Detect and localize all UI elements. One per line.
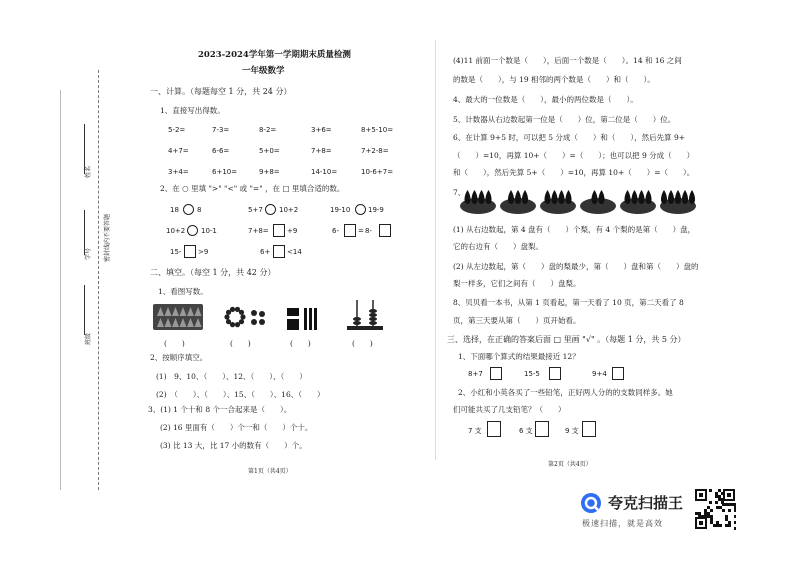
q-r3: 4、最大的一位数是（ ），最小的两位数是（ ）。 (453, 95, 638, 104)
pear (592, 190, 598, 204)
bead (230, 307, 235, 312)
q-r7: 和（ ），然后先算 5+（ ）=10，再算 10+（ ）=（ ）。 (453, 168, 695, 177)
cmp-8a: 6+ (260, 248, 271, 256)
answer-paren[interactable]: ( ) (230, 339, 251, 348)
q-r1: (4)11 前面一个数是（ ），后面一个数是（ ）。14 和 16 之间 (453, 56, 682, 65)
answer-box[interactable] (549, 367, 561, 380)
bead (239, 310, 244, 315)
bead (235, 322, 240, 327)
cmp-4b: 10-1 (201, 227, 217, 235)
bead (226, 319, 231, 324)
q8: 8、贝贝看一本书，从第 1 页看起，第一天看了 10 页，第二天看了 8 (453, 298, 684, 307)
calc-item: 14-10= (311, 168, 338, 176)
cmp-7b: >9 (198, 248, 209, 256)
page-title: 2023-2024学年第一学期期末质量检测 (198, 50, 351, 60)
q-r2: 的数是（ ），与 19 相邻的两个数是（ ）和（ ）。 (453, 75, 655, 84)
q3-part1: 3、(1) 1 个十和 8 个一合起来是（ ）。 (148, 405, 292, 414)
answer-box[interactable] (273, 245, 285, 258)
answer-box[interactable] (379, 224, 391, 237)
calc-item: 8-2= (259, 126, 277, 134)
q-r5: 6、在计算 9+5 时，可以把 5 分成（ ）和（ ），然后先算 9+ (453, 133, 686, 142)
order-2: (2) （ ）、（ ）、15、（ ）、16、（ ） (156, 390, 325, 399)
page-subtitle: 一年级数学 (242, 66, 285, 76)
plate (580, 198, 616, 214)
q3-part3: (3) 比 13 大，比 17 小的数有（ ）个。 (160, 441, 307, 450)
school-line (84, 285, 85, 335)
bead-ring-picture (222, 304, 268, 330)
pear (682, 190, 688, 204)
cmp-5b: +9 (287, 227, 298, 235)
answer-circle[interactable] (355, 204, 366, 215)
section-3-heading: 三、选择，在正确的答案后面 □ 里画 "√" 。（每题 1 分，共 5 分） (447, 335, 686, 344)
pear (508, 190, 514, 204)
cmp-5a: 7+8= (248, 227, 269, 235)
calc-item: 6+10= (212, 168, 238, 176)
q7-1b: 它的右边有（ ）盘梨。 (453, 242, 543, 251)
choice-2-prompt: 2、小红和小英各买了一些铅笔，正好两人分的的支数同样多。她 (458, 388, 673, 397)
school-label: 班级 (85, 332, 92, 345)
triangle-tray-picture (152, 303, 204, 331)
pear (661, 190, 667, 204)
qr-code-icon (694, 488, 736, 530)
answer-circle[interactable] (187, 225, 198, 236)
scanner-logo-icon (580, 492, 602, 514)
cmp-6a: 6- (332, 227, 339, 235)
pear (552, 190, 558, 204)
answer-paren[interactable]: ( ) (290, 339, 311, 348)
page-footer-right: 第2页（共4页） (548, 461, 592, 468)
q7-2b: 梨一样多，它们之间有（ ）盘梨。 (453, 279, 581, 288)
cmp-2a: 5+7 (248, 206, 263, 214)
page-divider (435, 40, 436, 460)
scanner-brand-name: 夸克扫描王 (608, 494, 684, 512)
seal-note: 密封线内不要答题 (104, 213, 111, 262)
pear (515, 190, 521, 204)
pear (559, 190, 565, 204)
pear-plates-picture (458, 182, 698, 216)
choice-2-opt-a: 7 支 (468, 427, 482, 435)
pear (479, 190, 485, 204)
pear (646, 190, 652, 204)
pear (599, 190, 605, 204)
pear (566, 190, 572, 204)
choice-2-opt-b: 6 支 (519, 427, 533, 435)
name-label: 姓名 (85, 165, 92, 178)
scanner-slogan: 极速扫描，就是高效 (582, 519, 663, 528)
calc-item: 3+4= (168, 168, 189, 176)
calc-item: 3+6= (311, 126, 332, 134)
answer-box[interactable] (490, 367, 502, 380)
calc-item: 6-6= (212, 147, 230, 155)
calc-item: 9+8= (259, 168, 280, 176)
pear (675, 190, 681, 204)
answer-box[interactable] (612, 367, 624, 380)
q7-label: 7、 (453, 188, 466, 197)
cmp-1a: 18 (170, 206, 179, 214)
section-2-heading: 二、填空。（每空 1 分，共 42 分） (150, 268, 276, 277)
margin-rule (60, 90, 61, 490)
bead (224, 314, 229, 319)
abacus-picture (345, 296, 385, 332)
choice-1-opt-a: 8+7 (468, 370, 483, 378)
choice-1-prompt: 1、下面哪个算式的结果最接近 12？ (458, 352, 580, 361)
cmp-6b: = (358, 227, 364, 235)
q1-prompt: 1、直接写出得数。 (160, 106, 225, 115)
pear (668, 190, 674, 204)
q-order-prompt: 2、按顺序填空。 (150, 353, 208, 362)
pear (545, 190, 551, 204)
calc-item: 7-3= (212, 126, 230, 134)
answer-box[interactable] (487, 421, 501, 437)
q-look-prompt: 1、看图写数。 (158, 287, 208, 296)
q-r4: 5、计数器从右边数起第一位是（ ）位，第二位是（ ）位。 (453, 115, 676, 124)
pear (639, 190, 645, 204)
q-r6: （ ）=10，再算 10+（ ）=（ ）；也可以把 9 分成（ ） (453, 151, 695, 160)
cmp-8b: <14 (287, 248, 302, 256)
bead (240, 314, 245, 319)
class-label: 学号 (85, 247, 92, 260)
pear (689, 190, 695, 204)
choice-1-opt-b: 15-5 (524, 370, 540, 378)
calc-item: 7+8= (311, 147, 332, 155)
pear (465, 190, 471, 204)
calc-item: 10-6+7= (361, 168, 394, 176)
calc-item: 4+7= (168, 147, 189, 155)
cmp-3b: 19-9 (368, 206, 384, 214)
cmp-6c: 8- (365, 227, 372, 235)
calc-item: 5+0= (259, 147, 280, 155)
answer-box[interactable] (535, 421, 549, 437)
answer-paren[interactable]: ( ) (352, 339, 373, 348)
q7-2: (2) 从左边数起，第（ ）盘的梨最少，第（ ）盘和第（ ）盘的 (453, 262, 699, 271)
q8b: 页，第三天要从第（ ）页开始看。 (453, 316, 581, 325)
pear (625, 190, 631, 204)
q3-part2: (2) 16 里面有（ ）个一和（ ）个十。 (160, 423, 313, 432)
q2-prompt: 2、在 ○ 里填 ">" "<" 或 "=" ，在 □ 里填合适的数。 (160, 184, 345, 193)
choice-1-opt-c: 9+4 (592, 370, 607, 378)
cmp-1b: 8 (197, 206, 202, 214)
section-1-heading: 一、计算。（每题每空 1 分，共 24 分） (150, 87, 292, 96)
calc-item: 5-2= (168, 126, 186, 134)
pear (522, 190, 528, 204)
stick-bundle-picture (285, 304, 321, 332)
seal-dashed-line (98, 70, 99, 490)
pear (472, 190, 478, 204)
order-1: (1) 9、10、（ ）、12、（ ）、（ ） (156, 372, 307, 381)
calc-item: 7+2-8= (361, 147, 389, 155)
answer-box[interactable] (273, 224, 285, 237)
pear (486, 190, 492, 204)
answer-box[interactable] (344, 224, 356, 237)
choice-2-opt-c: 9 支 (565, 427, 579, 435)
answer-box[interactable] (582, 421, 596, 437)
q7-1: (1) 从右边数起，第 4 盘有（ ）个梨，有 4 个梨的是第（ ）盘， (453, 225, 696, 234)
calc-item: 8+5-10= (361, 126, 394, 134)
answer-paren[interactable]: ( ) (164, 339, 185, 348)
cmp-7a: 15- (170, 248, 182, 256)
answer-box[interactable] (184, 245, 196, 258)
pear (632, 190, 638, 204)
answer-circle[interactable] (183, 204, 194, 215)
choice-2-prompt-b: 们可能共买了几支铅笔？（ ） (453, 405, 566, 414)
answer-circle[interactable] (265, 204, 276, 215)
cmp-4a: 10+2 (166, 227, 186, 235)
cmp-2b: 10+2 (279, 206, 299, 214)
page-footer-left: 第1页（共4页） (248, 468, 292, 475)
cmp-3a: 19-10 (330, 206, 351, 214)
